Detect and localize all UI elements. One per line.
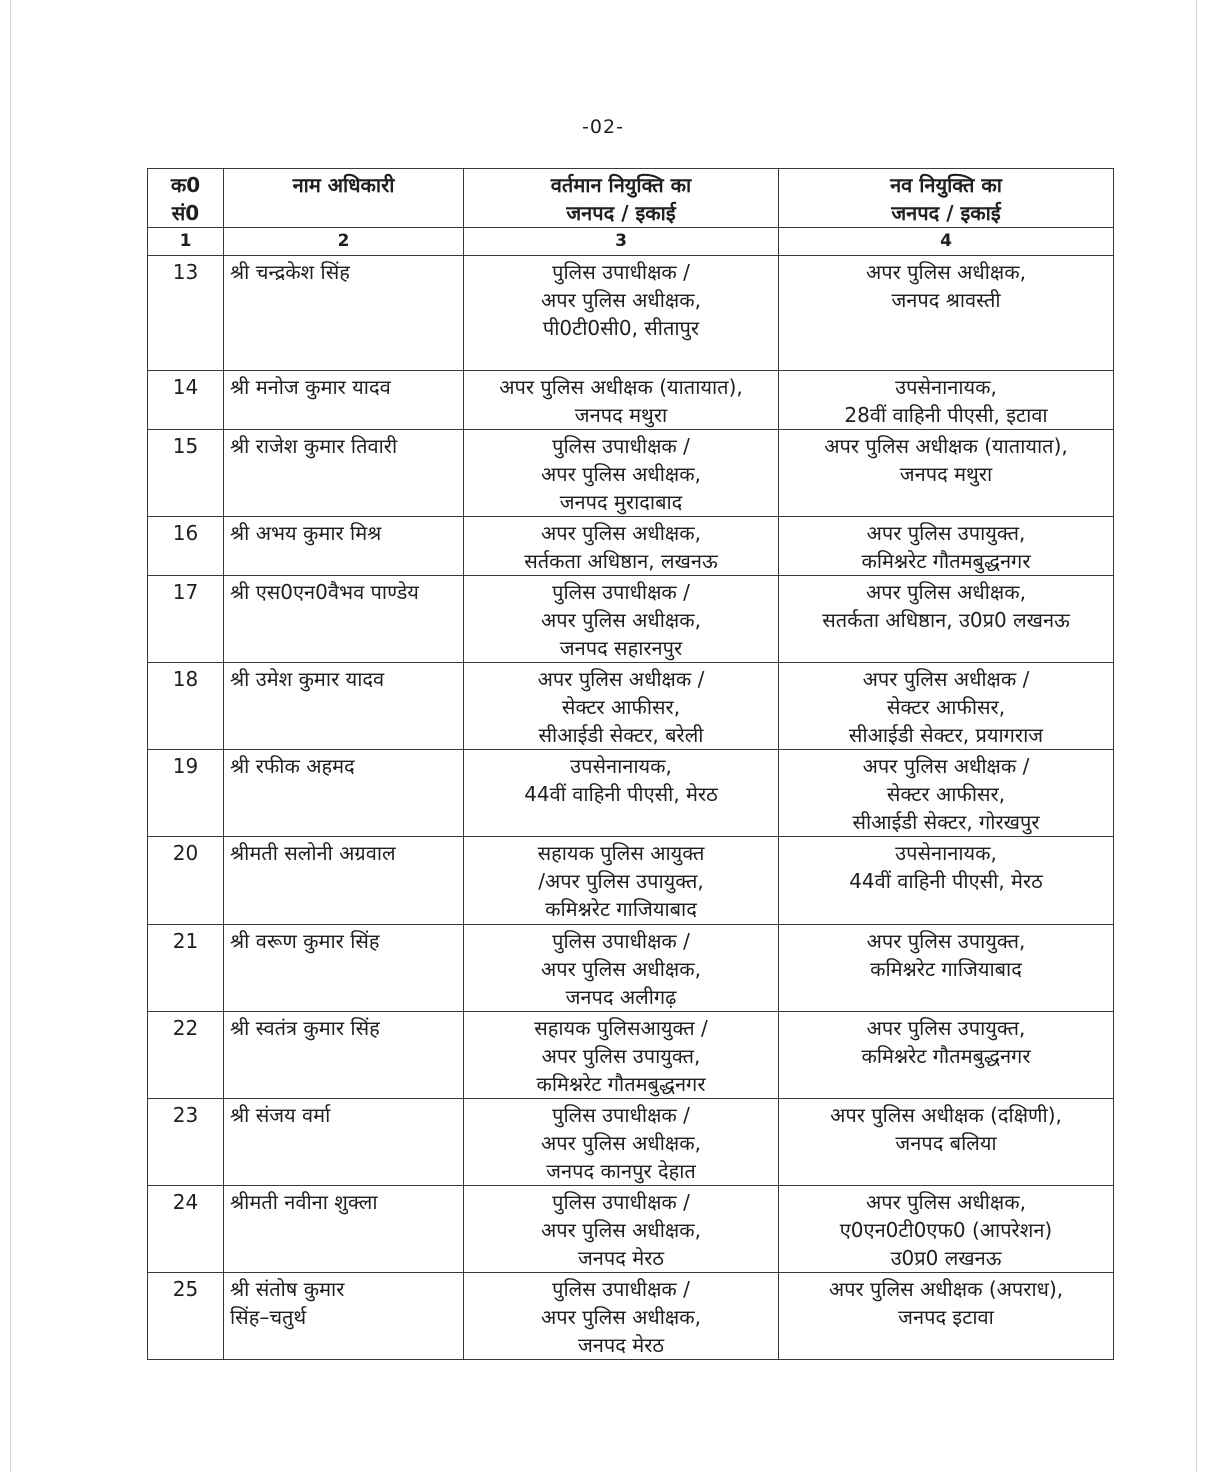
table-row: [148, 663, 1114, 750]
table-row: [148, 517, 1114, 576]
current-posting-cell: [464, 1099, 779, 1186]
new-posting-line: अपर पुलिस अधीक्षक,: [866, 260, 1026, 284]
officer-name-line: श्री वरूण कुमार सिंह: [230, 929, 380, 953]
table-row: [148, 1273, 1114, 1360]
officer-name-line: सिंह–चतुर्थ: [230, 1305, 307, 1329]
new-posting-cell: [779, 371, 1114, 430]
scan-left-edge: [10, 0, 11, 1472]
current-posting-cell: [464, 1273, 779, 1360]
current-posting-line: पी0टी0सी0, सीतापुर: [542, 316, 700, 340]
current-posting-line: जनपद सहारनपुर: [559, 636, 683, 660]
current-posting-cell: [464, 925, 779, 1012]
new-posting-line: अपर पुलिस अधीक्षक /: [862, 667, 1030, 691]
table-row: [148, 1012, 1114, 1099]
table-row: [148, 256, 1114, 371]
current-posting-line: अपर पुलिस अधीक्षक,: [541, 957, 701, 981]
officer-name-line: श्री एस0एन0वैभव पाण्डेय: [230, 580, 419, 604]
new-posting-line: अपर पुलिस उपायुक्त,: [866, 929, 1026, 953]
serial-number-cell: 19: [148, 750, 224, 837]
current-posting-line: सीआईडी सेक्टर, बरेली: [538, 723, 704, 747]
new-posting-cell: [779, 517, 1114, 576]
officer-name-cell: [224, 1099, 464, 1186]
serial-number-cell: 13: [148, 256, 224, 371]
officer-name-cell: [224, 371, 464, 430]
serial-number-cell: 16: [148, 517, 224, 576]
new-posting-line: जनपद मथुरा: [899, 462, 993, 486]
new-posting-line: उपसेनानायक,: [895, 841, 997, 865]
current-posting-line: सहायक पुलिस आयुक्त: [537, 841, 705, 865]
new-posting-line: अपर पुलिस अधीक्षक (अपराध),: [828, 1277, 1064, 1301]
current-posting-cell: [464, 430, 779, 517]
current-posting-cell: [464, 1012, 779, 1099]
serial-number-cell: 25: [148, 1273, 224, 1360]
table-row: [148, 576, 1114, 663]
serial-number-cell: 22: [148, 1012, 224, 1099]
new-posting-line: अपर पुलिस अधीक्षक (यातायात),: [824, 434, 1068, 458]
current-posting-line: सहायक पुलिसआयुक्त /: [534, 1016, 708, 1040]
current-posting-line: अपर पुलिस उपायुक्त,: [541, 1044, 701, 1068]
officer-name-cell: [224, 663, 464, 750]
current-posting-line: 44वीं वाहिनी पीएसी, मेरठ: [524, 782, 718, 806]
column-number: 1: [148, 228, 224, 256]
new-posting-line: अपर पुलिस अधीक्षक,: [866, 1190, 1026, 1214]
new-posting-cell: [779, 837, 1114, 925]
current-posting-cell: [464, 371, 779, 430]
current-posting-line: अपर पुलिस अधीक्षक,: [541, 288, 701, 312]
serial-number-cell: 24: [148, 1186, 224, 1273]
current-posting-line: अपर पुलिस अधीक्षक,: [541, 1218, 701, 1242]
current-posting-line: अपर पुलिस अधीक्षक,: [541, 462, 701, 486]
officer-name-cell: [224, 1012, 464, 1099]
new-posting-line: कमिश्नरेट गाजियाबाद: [870, 957, 1022, 981]
officer-name-cell: [224, 576, 464, 663]
new-posting-line: ए0एन0टी0एफ0 (आपरेशन): [839, 1218, 1053, 1242]
current-posting-line: पुलिस उपाधीक्षक /: [552, 260, 690, 284]
new-posting-cell: [779, 256, 1114, 371]
header-current-posting: वर्तमान नियुक्ति का जनपद / इकाई: [464, 169, 779, 228]
new-posting-line: सेक्टर आफीसर,: [886, 695, 1006, 719]
new-posting-line: जनपद इटावा: [898, 1305, 994, 1329]
officer-name-cell: [224, 925, 464, 1012]
serial-number-cell: 14: [148, 371, 224, 430]
current-posting-line: जनपद अलीगढ़: [565, 985, 677, 1009]
current-posting-line: जनपद मथुरा: [574, 403, 668, 427]
new-posting-line: कमिश्नरेट गौतमबुद्धनगर: [861, 1044, 1031, 1068]
new-posting-cell: [779, 1012, 1114, 1099]
officer-name-line: श्रीमती सलोनी अग्रवाल: [230, 841, 396, 865]
header-serial: क0 सं0: [148, 169, 224, 228]
new-posting-cell: [779, 1273, 1114, 1360]
serial-number-cell: 18: [148, 663, 224, 750]
current-posting-line: /अपर पुलिस उपायुक्त,: [538, 869, 704, 893]
column-number: 2: [224, 228, 464, 256]
new-posting-cell: [779, 925, 1114, 1012]
new-posting-cell: [779, 576, 1114, 663]
current-posting-line: पुलिस उपाधीक्षक /: [552, 929, 690, 953]
header-name: नाम अधिकारी: [224, 169, 464, 228]
officer-name-line: श्री अभय कुमार मिश्र: [230, 521, 382, 545]
current-posting-line: पुलिस उपाधीक्षक /: [552, 580, 690, 604]
officer-name-line: श्री रफीक अहमद: [230, 754, 355, 778]
current-posting-line: सेक्टर आफीसर,: [561, 695, 681, 719]
current-posting-line: जनपद मेरठ: [577, 1246, 665, 1270]
table-row: [148, 750, 1114, 837]
new-posting-line: 44वीं वाहिनी पीएसी, मेरठ: [849, 869, 1043, 893]
serial-number-cell: 23: [148, 1099, 224, 1186]
transfer-table: [147, 168, 1114, 1360]
current-posting-cell: [464, 256, 779, 371]
new-posting-line: सतर्कता अधिष्ठान, उ0प्र0 लखनऊ: [822, 608, 1070, 632]
current-posting-line: पुलिस उपाधीक्षक /: [552, 1190, 690, 1214]
column-number-row: [148, 228, 1114, 256]
current-posting-line: पुलिस उपाधीक्षक /: [552, 434, 690, 458]
current-posting-line: अपर पुलिस अधीक्षक (यातायात),: [499, 375, 743, 399]
current-posting-line: अपर पुलिस अधीक्षक /: [537, 667, 705, 691]
new-posting-line: अपर पुलिस अधीक्षक (दक्षिणी),: [830, 1103, 1062, 1127]
table-row: [148, 371, 1114, 430]
table-row: [148, 925, 1114, 1012]
officer-name-cell: [224, 750, 464, 837]
current-posting-line: कमिश्नरेट गाजियाबाद: [545, 897, 697, 921]
new-posting-line: सीआईडी सेक्टर, प्रयागराज: [848, 723, 1044, 747]
current-posting-line: अपर पुलिस अधीक्षक,: [541, 608, 701, 632]
serial-number-cell: 15: [148, 430, 224, 517]
column-number: 4: [779, 228, 1114, 256]
current-posting-line: पुलिस उपाधीक्षक /: [552, 1277, 690, 1301]
new-posting-line: कमिश्नरेट गौतमबुद्धनगर: [861, 549, 1031, 573]
header-new-posting: नव नियुक्ति का जनपद / इकाई: [779, 169, 1114, 228]
current-posting-line: अपर पुलिस अधीक्षक,: [541, 1305, 701, 1329]
new-posting-line: अपर पुलिस अधीक्षक /: [862, 754, 1030, 778]
current-posting-cell: [464, 750, 779, 837]
officer-name-cell: [224, 837, 464, 925]
serial-number-cell: 21: [148, 925, 224, 1012]
table-row: [148, 1186, 1114, 1273]
serial-number-cell: 20: [148, 837, 224, 925]
officer-name-cell: [224, 517, 464, 576]
new-posting-cell: [779, 750, 1114, 837]
current-posting-line: अपर पुलिस अधीक्षक,: [541, 521, 701, 545]
officer-name-line: श्री संतोष कुमार: [230, 1277, 345, 1301]
officer-name-cell: [224, 430, 464, 517]
current-posting-cell: [464, 517, 779, 576]
officer-name-cell: [224, 256, 464, 371]
table-row: [148, 1099, 1114, 1186]
new-posting-line: अपर पुलिस उपायुक्त,: [866, 1016, 1026, 1040]
new-posting-line: जनपद श्रावस्ती: [891, 288, 1001, 312]
officer-name-line: श्री उमेश कुमार यादव: [230, 667, 385, 691]
serial-number-cell: 17: [148, 576, 224, 663]
scan-right-edge: [1196, 0, 1197, 1472]
officer-name-line: श्री चन्द्रकेश सिंह: [230, 260, 350, 284]
current-posting-cell: [464, 663, 779, 750]
current-posting-cell: [464, 837, 779, 925]
table-row: [148, 430, 1114, 517]
new-posting-line: जनपद बलिया: [895, 1131, 997, 1155]
new-posting-line: सीआईडी सेक्टर, गोरखपुर: [852, 810, 1040, 834]
current-posting-line: जनपद कानपुर देहात: [546, 1159, 696, 1183]
new-posting-line: 28वीं वाहिनी पीएसी, इटावा: [844, 403, 1048, 427]
new-posting-cell: [779, 1099, 1114, 1186]
current-posting-line: जनपद मुरादाबाद: [559, 490, 683, 514]
officer-name-line: श्री स्वतंत्र कुमार सिंह: [230, 1016, 380, 1040]
page-number: -02-: [582, 116, 624, 138]
new-posting-line: अपर पुलिस उपायुक्त,: [866, 521, 1026, 545]
header-row: [148, 169, 1114, 228]
current-posting-line: पुलिस उपाधीक्षक /: [552, 1103, 690, 1127]
new-posting-line: सेक्टर आफीसर,: [886, 782, 1006, 806]
current-posting-line: कमिश्नरेट गौतमबुद्धनगर: [536, 1072, 706, 1096]
current-posting-line: सर्तकता अधिष्ठान, लखनऊ: [524, 549, 718, 573]
table-row: [148, 837, 1114, 925]
new-posting-cell: [779, 430, 1114, 517]
current-posting-cell: [464, 1186, 779, 1273]
new-posting-cell: [779, 663, 1114, 750]
current-posting-line: उपसेनानायक,: [570, 754, 672, 778]
current-posting-line: अपर पुलिस अधीक्षक,: [541, 1131, 701, 1155]
officer-name-line: श्री मनोज कुमार यादव: [230, 375, 391, 399]
current-posting-cell: [464, 576, 779, 663]
officer-name-cell: [224, 1273, 464, 1360]
new-posting-cell: [779, 1186, 1114, 1273]
new-posting-line: उपसेनानायक,: [895, 375, 997, 399]
officer-name-cell: [224, 1186, 464, 1273]
current-posting-line: जनपद मेरठ: [577, 1333, 665, 1357]
new-posting-line: उ0प्र0 लखनऊ: [890, 1246, 1002, 1270]
column-number: 3: [464, 228, 779, 256]
officer-name-line: श्री संजय वर्मा: [230, 1103, 331, 1127]
officer-name-line: श्री राजेश कुमार तिवारी: [230, 434, 398, 458]
new-posting-line: अपर पुलिस अधीक्षक,: [866, 580, 1026, 604]
officer-name-line: श्रीमती नवीना शुक्ला: [230, 1190, 378, 1214]
